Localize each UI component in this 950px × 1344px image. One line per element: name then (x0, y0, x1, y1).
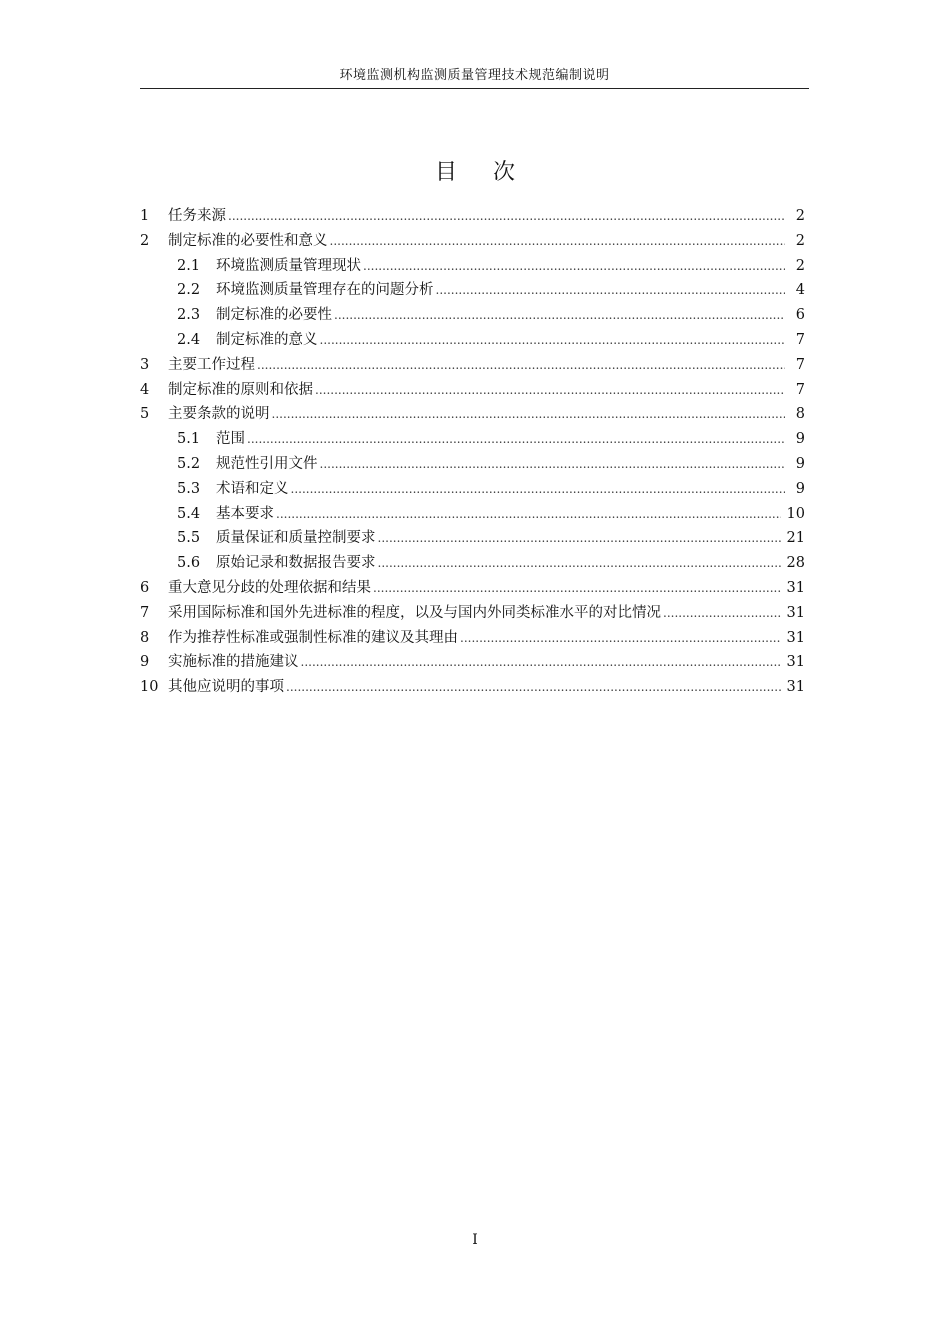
toc-entry-number: 6 (140, 579, 150, 596)
toc-entry[interactable] (140, 601, 805, 626)
toc-entry-number: 5.4 (177, 505, 201, 522)
toc-leader-dots (247, 427, 785, 452)
toc-entry-page: 9 (795, 431, 805, 448)
toc-entry-number: 3 (140, 356, 150, 373)
toc-entry-number: 5.1 (177, 431, 201, 448)
toc-entry[interactable] (140, 576, 805, 601)
toc-entry[interactable] (140, 650, 805, 675)
toc-entry-title: 环境监测质量管理现状 (216, 257, 361, 274)
toc-entry-page: 8 (795, 406, 805, 423)
toc-entry-title: 其他应说明的事项 (168, 679, 284, 696)
toc-entry[interactable] (140, 278, 805, 303)
toc-heading: 目次 (434, 160, 551, 185)
toc-entry-title: 制定标准的必要性 (216, 307, 332, 324)
toc-leader-dots (276, 502, 781, 527)
toc-leader-dots (272, 402, 786, 427)
toc-leader-dots (330, 229, 786, 254)
toc-entry-number: 1 (140, 208, 150, 224)
toc-entry-number: 4 (140, 381, 150, 398)
toc-entry[interactable] (140, 353, 805, 378)
toc-entry-number: 5.6 (177, 555, 201, 572)
toc-leader-dots (373, 576, 781, 601)
toc-entry-title: 范围 (216, 431, 245, 448)
toc-leader-dots (378, 526, 781, 551)
toc-entry-page: 7 (795, 331, 805, 348)
toc-entry[interactable] (140, 551, 805, 576)
toc-entry-title: 实施标准的措施建议 (168, 654, 299, 671)
toc-leader-dots (378, 551, 781, 576)
toc-entry[interactable] (140, 675, 805, 700)
toc-entry-page: 2 (795, 208, 805, 224)
toc-entry-page: 21 (786, 530, 805, 547)
toc-entry-number: 5 (140, 406, 150, 423)
toc-entry-page: 31 (786, 604, 805, 621)
toc-entry-page: 31 (786, 579, 805, 596)
toc-entry-title: 术语和定义 (216, 480, 289, 497)
toc-entry-title: 规范性引用文件 (216, 455, 318, 472)
toc-leader-dots (286, 675, 781, 700)
toc-entry[interactable] (140, 526, 805, 551)
toc-leader-dots (257, 353, 785, 378)
toc-leader-dots (291, 477, 786, 502)
toc-entry[interactable] (140, 477, 805, 502)
toc-entry[interactable] (140, 378, 805, 403)
toc-entry-title: 原始记录和数据报告要求 (216, 555, 376, 572)
toc-entry-page: 31 (786, 654, 805, 671)
toc-entry[interactable] (140, 254, 805, 279)
toc-entry[interactable] (140, 626, 805, 651)
toc-entry-page: 2 (795, 257, 805, 274)
toc-entry-number: 5.2 (177, 455, 201, 472)
toc-leader-dots (363, 254, 785, 279)
toc-entry[interactable] (140, 303, 805, 328)
toc-entry-page: 9 (795, 455, 805, 472)
toc-entry-number: 10 (140, 679, 159, 696)
toc-entry-title: 环境监测质量管理存在的问题分析 (216, 282, 434, 299)
toc-entry-title: 制定标准的必要性和意义 (168, 232, 328, 249)
toc-entry-title: 采用国际标准和国外先进标准的程度，以及与国内外同类标准水平的对比情况 (168, 604, 661, 621)
toc-entry-page: 4 (795, 282, 805, 299)
toc-entry-title: 作为推荐性标准或强制性标准的建议及其理由 (168, 629, 458, 646)
toc-entry-number: 2.3 (177, 307, 201, 324)
toc-entry-page: 31 (786, 679, 805, 696)
toc-leader-dots (301, 650, 781, 675)
toc-entry-page: 28 (786, 555, 805, 572)
toc-entry-title: 基本要求 (216, 505, 274, 522)
toc-leader-dots (315, 378, 785, 403)
toc-entry-title: 重大意见分歧的处理依据和结果 (168, 579, 371, 596)
toc-entry-page: 6 (795, 307, 805, 324)
toc-entry-number: 5.3 (177, 480, 201, 497)
toc-entry-number: 2.4 (177, 331, 201, 348)
toc-entry-number: 8 (140, 629, 150, 646)
toc-entry[interactable] (140, 502, 805, 527)
toc-entry[interactable] (140, 427, 805, 452)
toc-entry-title: 任务来源 (168, 208, 226, 224)
toc-entry-number: 2.1 (177, 257, 201, 274)
toc-entry-page: 10 (786, 505, 805, 522)
toc-entry-number: 9 (140, 654, 150, 671)
toc-entry[interactable] (140, 204, 805, 229)
toc-entry-title: 制定标准的意义 (216, 331, 318, 348)
toc-entry-number: 2 (140, 232, 150, 249)
toc-leader-dots (320, 452, 786, 477)
toc-entry-title: 制定标准的原则和依据 (168, 381, 313, 398)
toc-entry-page: 31 (786, 629, 805, 646)
toc-entry-title: 主要工作过程 (168, 356, 255, 373)
page-number: I (472, 1232, 478, 1248)
toc-leader-dots (663, 601, 781, 626)
toc-entry[interactable] (140, 229, 805, 254)
toc-entry-number: 7 (140, 604, 150, 621)
toc-entry-number: 2.2 (177, 282, 201, 299)
toc-entry-page: 9 (795, 480, 805, 497)
toc-entry-page: 2 (795, 232, 805, 249)
toc-leader-dots (228, 204, 785, 229)
toc-entry[interactable] (140, 402, 805, 427)
table-of-contents (140, 204, 805, 700)
toc-leader-dots (436, 278, 786, 303)
toc-entry-page: 7 (795, 381, 805, 398)
toc-leader-dots (334, 303, 785, 328)
toc-entry-page: 7 (795, 356, 805, 373)
toc-entry[interactable] (140, 328, 805, 353)
toc-leader-dots (320, 328, 786, 353)
toc-leader-dots (460, 626, 781, 651)
toc-entry-title: 质量保证和质量控制要求 (216, 530, 376, 547)
toc-entry-title: 主要条款的说明 (168, 406, 270, 423)
toc-entry[interactable] (140, 452, 805, 477)
toc-entry-number: 5.5 (177, 530, 201, 547)
running-header: 环境监测机构监测质量管理技术规范编制说明 (140, 66, 809, 89)
